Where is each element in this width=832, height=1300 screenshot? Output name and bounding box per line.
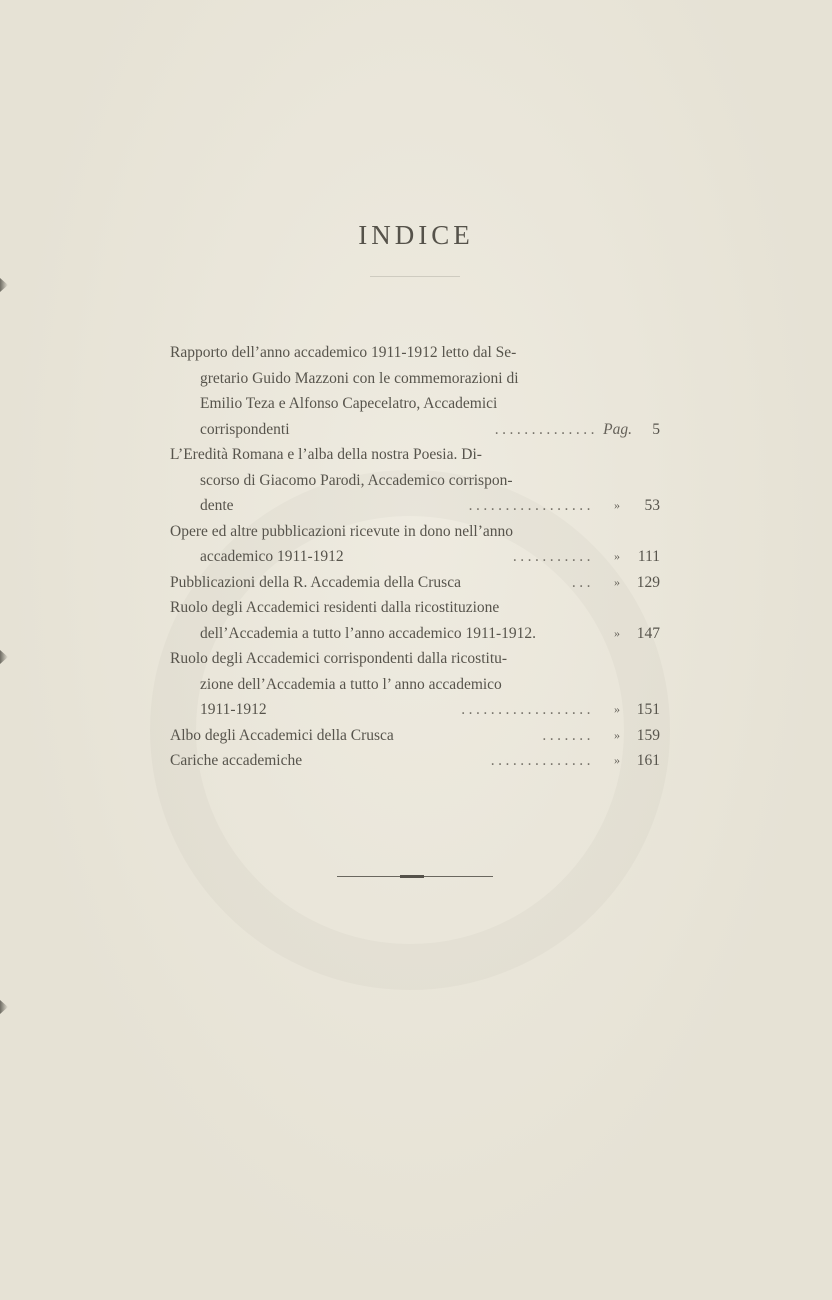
edge-mark [0,1000,8,1014]
toc-line [170,340,660,366]
edge-mark [0,650,8,664]
leader-dots: .............. [490,752,594,769]
toc-line [170,468,660,494]
page-marker: Pag. [603,420,632,438]
toc-entry-text: L’Eredità Romana e l’alba della nostra Poesia. Di- [170,446,482,463]
toc-entry-text: Albo degli Accademici della Crusca [170,726,394,744]
table-of-contents [170,340,660,774]
toc-entry-text: accademico 1911-1912 [200,548,344,565]
toc-entry-text: Cariche accademiche [170,752,303,769]
leader-dots: ................. [468,497,594,514]
edge-mark [0,278,8,292]
page-number: 147 [636,624,660,642]
toc-entry-text: Opere ed altre pubblicazioni ricevute in dono nell’anno [170,522,514,540]
toc-line [170,570,660,596]
toc-line [170,519,660,545]
toc-entry-text: Ruolo degli Accademici corrispondenti dalla ricostitu- [170,650,508,667]
toc-entry-text: Pubblicazioni della R. Accademia della Crusca [170,573,461,591]
leader-dots: ....... [542,726,594,744]
toc-line [170,442,660,468]
toc-line [170,366,660,392]
toc-entry-text: corrispondenti [200,420,290,438]
toc-entry-text: dente [200,497,234,514]
page-marker: » [614,753,620,767]
page-number: 151 [636,701,660,718]
leader-dots: ........... [512,548,594,565]
toc-line [170,595,660,621]
page-number: 111 [637,548,660,565]
toc-line [170,493,660,519]
toc-entry-text: gretario Guido Mazzoni con le commemorazioni di [200,369,519,387]
toc-entry-text: Emilio Teza e Alfonso Capecelatro, Accademici [200,395,498,412]
page-number: 5 [652,420,660,438]
toc-line [170,646,660,672]
page-number: 159 [636,726,660,744]
leader-dots: ... [571,573,594,591]
toc-line [170,697,660,723]
toc-line [170,672,660,698]
page-marker: » [614,574,620,589]
toc-entry-text: Rapporto dell’anno accademico 1911-1912 letto dal Se- [170,344,517,361]
title-divider [370,276,460,277]
toc-line [170,391,660,417]
toc-entry-text: scorso di Giacomo Parodi, Accademico corrispon- [200,471,513,489]
leader-dots: .............. [494,420,598,438]
page-number: 53 [644,497,660,514]
page-marker: » [614,625,620,640]
toc-entry-text: 1911-1912 [200,701,267,718]
page-marker: » [614,727,620,742]
page-marker: » [614,702,620,716]
closing-rule-ornament [400,875,424,878]
page-marker: » [614,498,620,512]
toc-entry-text: dell’Accademia a tutto l’anno accademico 1911-1912. [200,624,536,642]
toc-entry-text: Ruolo degli Accademici residenti dalla ricostituzione [170,599,500,616]
toc-line [170,544,660,570]
leader-dots: .................. [461,701,594,718]
toc-line [170,621,660,647]
toc-line [170,417,660,443]
page-number: 161 [636,752,660,769]
page-number: 129 [636,573,660,591]
page-title: INDICE [358,220,474,250]
page-marker: » [614,549,620,563]
toc-entry-text: zione dell’Accademia a tutto l’ anno accademico [200,675,502,693]
toc-line [170,748,660,774]
toc-line [170,723,660,749]
